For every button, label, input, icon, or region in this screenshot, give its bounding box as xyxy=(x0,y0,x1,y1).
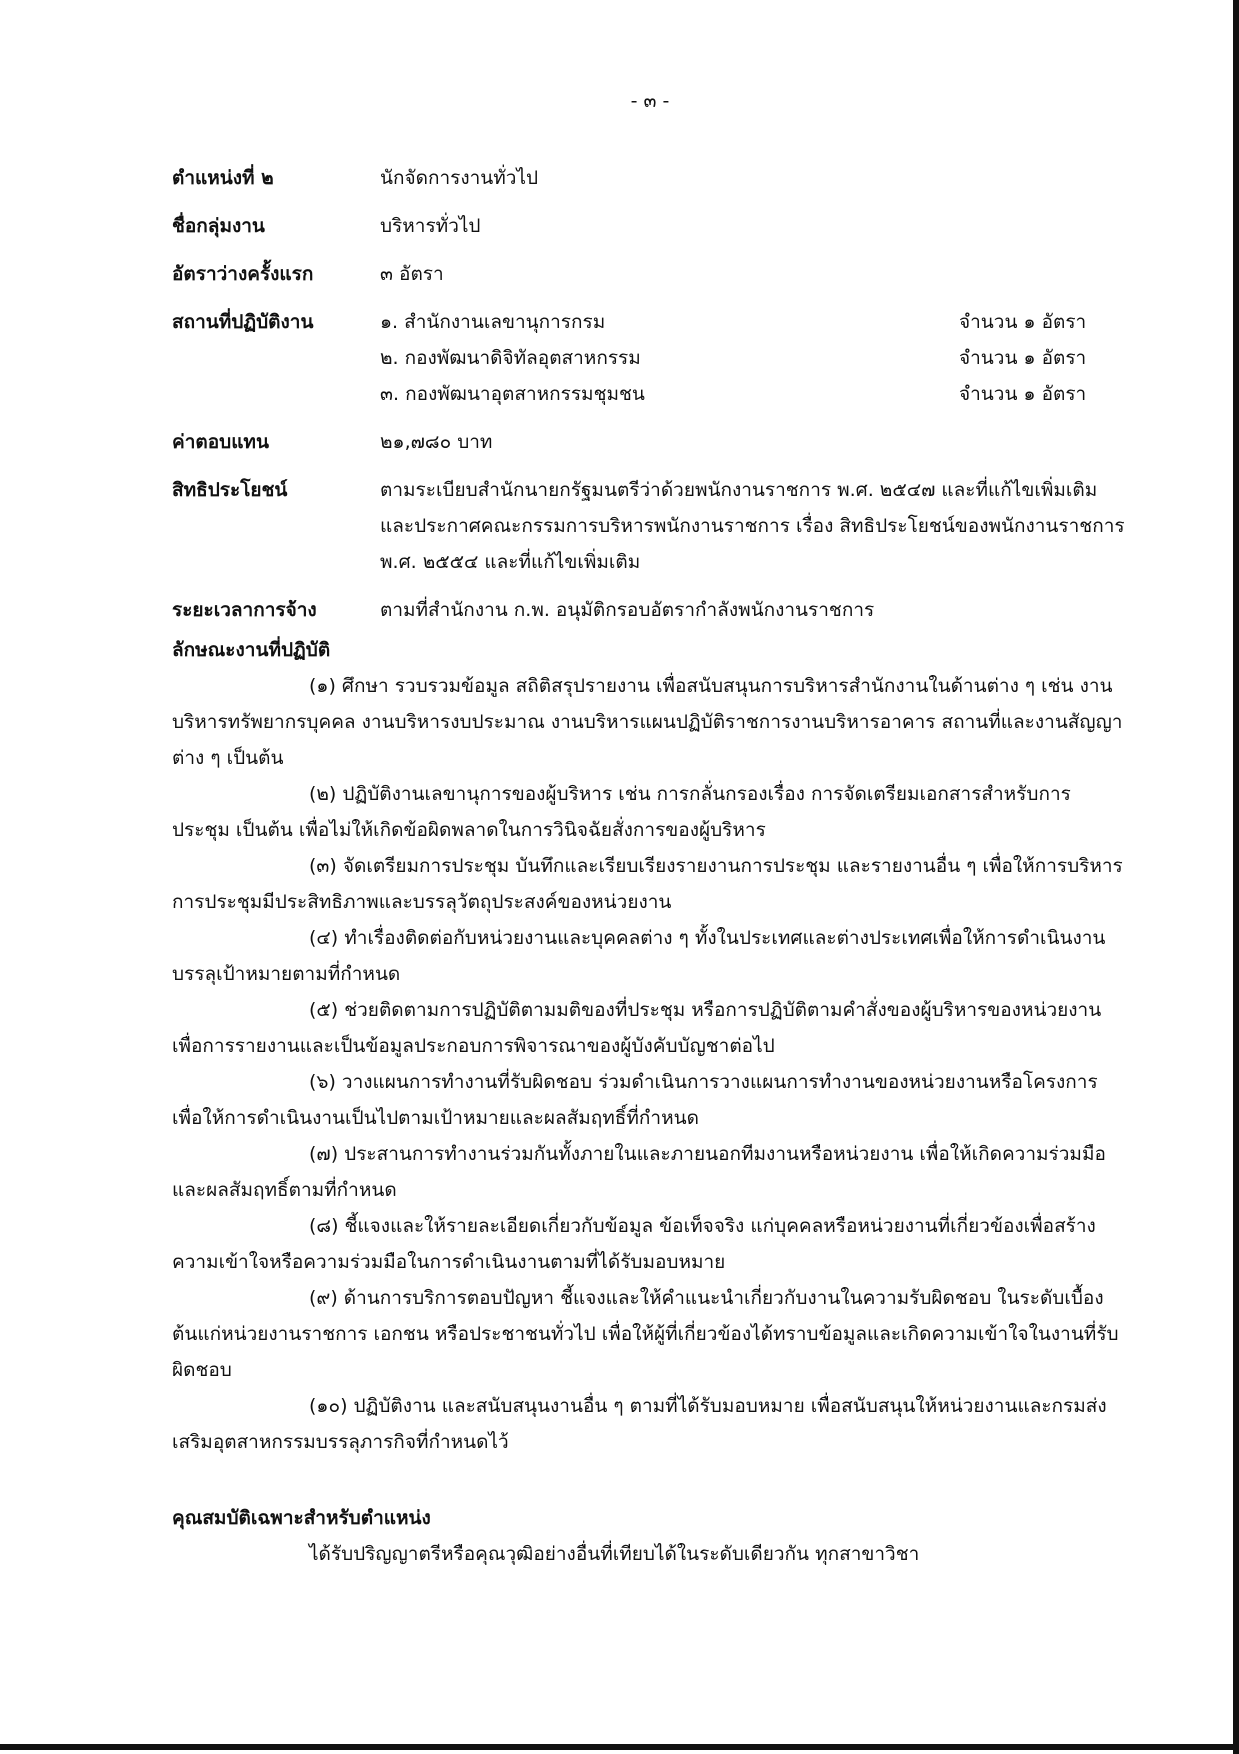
workplace-item xyxy=(380,304,1127,340)
group-field xyxy=(172,208,1127,244)
workplace-item-count: จำนวน ๑ อัตรา xyxy=(959,383,1087,405)
salary-label: ค่าตอบแทน xyxy=(172,431,269,453)
page-border-bottom xyxy=(0,1744,1239,1750)
workplace-item-name: ๑. สำนักงานเลขานุการกรม xyxy=(380,311,606,333)
workplace-item-count: จำนวน ๑ อัตรา xyxy=(959,311,1087,333)
duration-field xyxy=(172,592,1127,628)
document-body xyxy=(172,160,1127,1572)
section-spacer xyxy=(172,1460,1127,1496)
workplace-label: สถานที่ปฏิบัติงาน xyxy=(172,311,314,333)
duty-item: (๑๐) ปฏิบัติงาน และสนับสนุนงานอื่น ๆ ตามที่ได้รับมอบหมาย เพื่อสนับสนุนให้หน่วยงานและกรมส่งเสริมอุตสาหกรรมบรรลุภารกิจที่กำหนดไว้ xyxy=(172,1395,1107,1453)
duty-item: (๑) ศึกษา รวบรวมข้อมูล สถิติสรุปรายงาน เพื่อสนับสนุนการบริหารสำนักงานในด้านต่าง ๆ เช่น งานบริหารทรัพยากรบุคคล งานบริหารงบประมาณ งานบริหารแผนปฏิบัติราชการงานบริหารอาคาร สถานที่และงานสัญญาต่าง ๆ เป็นต้น xyxy=(172,675,1123,769)
page-border-right xyxy=(1233,0,1239,1754)
vacancy-value: ๓ อัตรา xyxy=(380,263,444,285)
group-value: บริหารทั่วไป xyxy=(380,215,481,237)
position-value: นักจัดการงานทั่วไป xyxy=(380,167,539,189)
vacancy-label: อัตราว่างครั้งแรก xyxy=(172,263,314,285)
workplace-item xyxy=(380,340,1127,376)
duties-title: ลักษณะงานที่ปฏิบัติ xyxy=(172,639,331,661)
salary-field xyxy=(172,424,1127,460)
salary-value: ๒๑,๗๘๐ บาท xyxy=(380,431,493,453)
duty-item: (๒) ปฏิบัติงานเลขานุการของผู้บริหาร เช่น การกลั่นกรองเรื่อง การจัดเตรียมเอกสารสำหรับการประชุม เป็นต้น เพื่อไม่ให้เกิดข้อผิดพลาดในการวินิจฉัยสั่งการของผู้บริหาร xyxy=(172,783,1071,841)
workplace-item-count: จำนวน ๑ อัตรา xyxy=(959,347,1087,369)
workplace-list xyxy=(380,304,1127,412)
duty-item: (๘) ชี้แจงและให้รายละเอียดเกี่ยวกับข้อมูล ข้อเท็จจริง แก่บุคคลหรือหน่วยงานที่เกี่ยวข้องเพื่อสร้างความเข้าใจหรือความร่วมมือในการดำเนินงานตามที่ได้รับมอบหมาย xyxy=(172,1215,1096,1273)
duration-label: ระยะเวลาการจ้าง xyxy=(172,599,317,621)
qualifications-title: คุณสมบัติเฉพาะสำหรับตำแหน่ง xyxy=(172,1507,431,1529)
position-field xyxy=(172,160,1127,196)
benefits-label: สิทธิประโยชน์ xyxy=(172,479,288,501)
duty-item: (๓) จัดเตรียมการประชุม บันทึกและเรียบเรียงรายงานการประชุม และรายงานอื่น ๆ เพื่อให้การบริหารการประชุมมีประสิทธิภาพและบรรลุวัตถุประสงค์ของหน่วยงาน xyxy=(172,855,1123,913)
workplace-item xyxy=(380,376,1127,412)
workplace-item-name: ๓. กองพัฒนาอุตสาหกรรมชุมชน xyxy=(380,383,645,405)
workplace-item-name: ๒. กองพัฒนาดิจิทัลอุตสาหกรรม xyxy=(380,347,641,369)
duty-item: (๕) ช่วยติดตามการปฏิบัติตามมติของที่ประชุม หรือการปฏิบัติตามคำสั่งของผู้บริหารของหน่วยงาน เพื่อการรายงานและเป็นข้อมูลประกอบการพิจารณาของผู้บังคับบัญชาต่อไป xyxy=(172,999,1102,1057)
qualifications-text: ได้รับปริญญาตรีหรือคุณวุฒิอย่างอื่นที่เทียบได้ในระดับเดียวกัน ทุกสาขาวิชา xyxy=(309,1543,920,1565)
vacancy-field xyxy=(172,256,1127,292)
duty-item: (๔) ทำเรื่องติดต่อกับหน่วยงานและบุคคลต่าง ๆ ทั้งในประเทศและต่างประเทศเพื่อให้การดำเนินงานบรรลุเป้าหมายตามที่กำหนด xyxy=(172,927,1106,985)
duty-item: (๙) ด้านการบริการตอบปัญหา ชี้แจงและให้คำแนะนำเกี่ยวกับงานในความรับผิดชอบ ในระดับเบื้องต้นแก่หน่วยงานราชการ เอกชน หรือประชาชนทั่วไป เพื่อให้ผู้ที่เกี่ยวข้องได้ทราบข้อมูลและเกิดความเข้าใจในงานที่รับผิดชอบ xyxy=(172,1287,1119,1381)
position-label: ตำแหน่งที่ ๒ xyxy=(172,167,274,189)
duration-value: ตามที่สำนักงาน ก.พ. อนุมัติกรอบอัตรากำลังพนักงานราชการ xyxy=(380,599,875,621)
duty-item: (๗) ประสานการทำงานร่วมกันทั้งภายในและภายนอกทีมงานหรือหน่วยงาน เพื่อให้เกิดความร่วมมือและผลสัมฤทธิ์ตามที่กำหนด xyxy=(172,1143,1106,1201)
duty-item: (๖) วางแผนการทำงานที่รับผิดชอบ ร่วมดำเนินการวางแผนการทำงานของหน่วยงานหรือโครงการเพื่อให้การดำเนินงานเป็นไปตามเป้าหมายและผลสัมฤทธิ์ที่กำหนด xyxy=(172,1071,1098,1129)
benefits-field xyxy=(172,472,1127,580)
page-number: - ๓ - xyxy=(630,90,670,112)
workplace-field xyxy=(172,304,1127,412)
benefits-value: ตามระเบียบสำนักนายกรัฐมนตรีว่าด้วยพนักงานราชการ พ.ศ. ๒๕๔๗ และที่แก้ไขเพิ่มเติม และประกาศคณะกรรมการบริหารพนักงานราชการ เรื่อง สิทธิประโยชน์ของพนักงานราชการ พ.ศ. ๒๕๕๔ และที่แก้ไขเพิ่มเติม xyxy=(380,479,1125,573)
group-label: ชื่อกลุ่มงาน xyxy=(172,215,265,237)
